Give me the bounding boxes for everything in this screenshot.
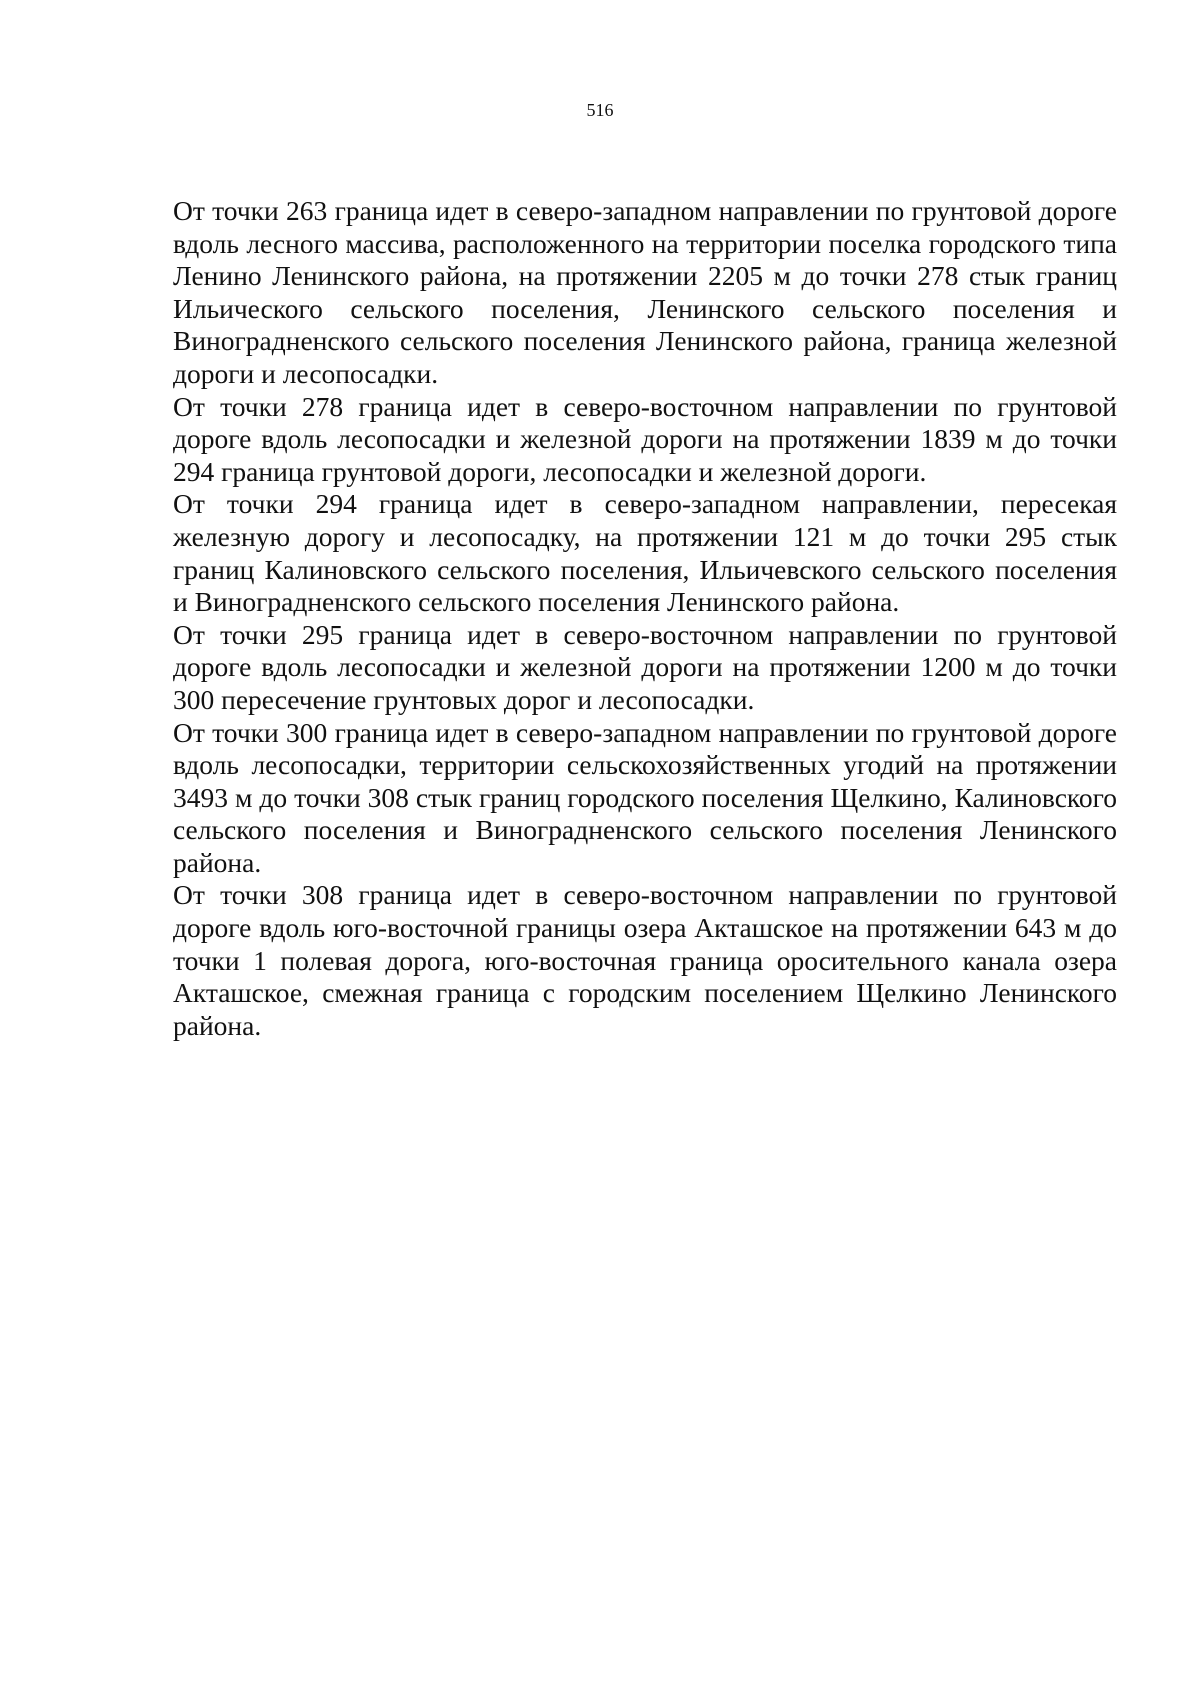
page-number: 516 — [586, 100, 614, 120]
paragraph-6: От точки 308 граница идет в северо-восточном направлении по грунтовой дороге вдоль юго-восточной границы озера Акташское на протяжении 643 м до точки 1 полевая дорога, юго-восточная граница оросительного канала озера Акташское, смежная граница с городским поселением Щелкино Ленинского района. — [173, 879, 1117, 1041]
document-body — [173, 195, 1117, 1042]
paragraph-2: От точки 278 граница идет в северо-восточном направлении по грунтовой дороге вдоль лесопосадки и железной дороги на протяжении 1839 м до точки 294 граница грунтовой дороги, лесопосадки и железной дороги. — [173, 390, 1117, 487]
paragraph-1: От точки 263 граница идет в северо-западном направлении по грунтовой дороге вдоль лесного массива, расположенного на территории поселка городского типа Ленино Ленинского района, на протяжении 2205 м до точки 278 стык границ Ильического сельского поселения, Ленинского сельского поселения и Виноградненского сельского поселения Ленинского района, граница железной дороги и лесопосадки. — [173, 195, 1117, 389]
paragraph-5: От точки 300 граница идет в северо-западном направлении по грунтовой дороге вдоль лесопосадки, территории сельскохозяйственных угодий на протяжении 3493 м до точки 308 стык границ городского поселения Щелкино, Калиновского сельского поселения и Виноградненского сельского поселения Ленинского района. — [173, 716, 1117, 878]
paragraph-4: От точки 295 граница идет в северо-восточном направлении по грунтовой дороге вдоль лесопосадки и железной дороги на протяжении 1200 м до точки 300 пересечение грунтовых дорог и лесопосадки. — [173, 618, 1117, 715]
paragraph-3: От точки 294 граница идет в северо-западном направлении, пересекая железную дорогу и лесопосадку, на протяжении 121 м до точки 295 стык границ Калиновского сельского поселения, Ильичевского сельского поселения и Виноградненского сельского поселения Ленинского района. — [173, 488, 1117, 618]
